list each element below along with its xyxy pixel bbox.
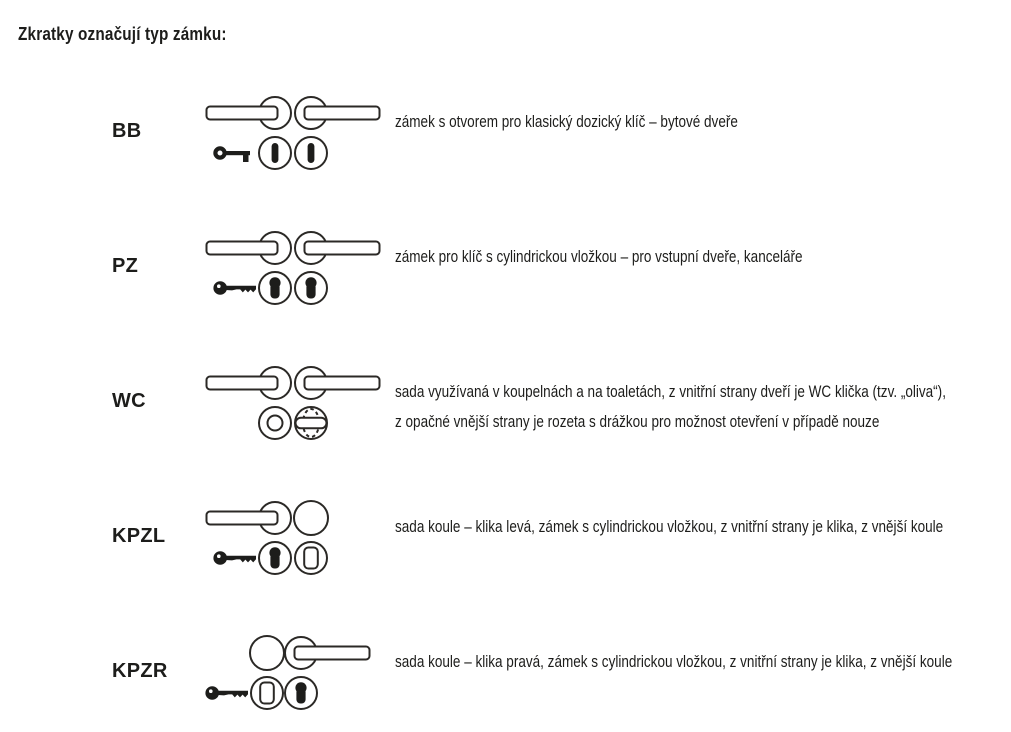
pz-cylinder-rosette-icon xyxy=(259,272,291,304)
lock-hardware-diagram-pz xyxy=(205,230,390,310)
lock-type-row-wc xyxy=(0,365,1011,447)
pz-key-icon xyxy=(213,281,256,295)
page-title: Zkratky označují typ zámku: xyxy=(18,24,227,44)
lock-code: BB xyxy=(112,120,142,142)
lock-hardware-diagram-kpzl xyxy=(205,500,390,580)
lever-handle-right-icon xyxy=(285,637,370,669)
pz-cylinder-rosette-icon xyxy=(295,272,327,304)
description-line: sada koule – klika levá, zámek s cylindrickou vložkou, z vnitřní strany je klika, z vnější koule xyxy=(395,518,944,536)
lock-type-row-kpzr xyxy=(0,635,1011,717)
lever-handle-left-icon xyxy=(207,367,292,399)
description-line: zámek s otvorem pro klasický dozický klíč – bytové dveře xyxy=(395,113,738,131)
lever-handle-right-icon xyxy=(295,232,380,264)
lock-hardware-diagram-kpzr xyxy=(205,635,390,715)
bb-key-icon xyxy=(215,148,250,162)
lock-type-row-pz xyxy=(0,230,1011,312)
lock-type-row-kpzl xyxy=(0,500,1011,582)
lock-type-row-bb xyxy=(0,95,1011,177)
lock-code: WC xyxy=(112,390,146,412)
description-line: sada koule – klika pravá, zámek s cylindrickou vložkou, z vnitřní strany je klika, z vnější koule xyxy=(395,653,953,671)
pz-key-icon xyxy=(213,551,256,565)
lock-hardware-diagram-bb xyxy=(205,95,390,175)
lever-handle-right-icon xyxy=(295,97,380,129)
lock-hardware-diagram-wc xyxy=(205,365,390,445)
knob-icon xyxy=(294,501,328,535)
blind-rosette-icon xyxy=(295,542,327,574)
pz-cylinder-rosette-icon xyxy=(259,542,291,574)
pz-key-icon xyxy=(205,686,248,700)
lock-description xyxy=(395,107,738,137)
description-line: z opačné vnější strany je rozeta s drážkou pro možnost otevření v případě nouze xyxy=(395,413,880,431)
lock-description xyxy=(395,377,946,437)
lever-handle-left-icon xyxy=(207,97,292,129)
lever-handle-left-icon xyxy=(207,232,292,264)
groove-rosette-icon xyxy=(259,407,291,439)
blind-rosette-icon xyxy=(251,677,283,709)
description-line: zámek pro klíč s cylindrickou vložkou – pro vstupní dveře, kanceláře xyxy=(395,248,803,266)
knob-icon xyxy=(250,636,284,670)
lock-code: KPZR xyxy=(112,660,168,682)
lock-code: KPZL xyxy=(112,525,166,547)
lock-code: PZ xyxy=(112,255,139,277)
bb-keyhole-rosette-icon xyxy=(259,137,291,169)
lock-description xyxy=(395,647,952,677)
lock-description xyxy=(395,512,943,542)
description-line: sada využívaná v koupelnách a na toaletách, z vnitřní strany dveří je WC klička (tzv. „oliva“), xyxy=(395,383,946,401)
lever-handle-left-icon xyxy=(207,502,292,534)
lever-handle-right-icon xyxy=(295,367,380,399)
bb-keyhole-rosette-icon xyxy=(295,137,327,169)
wc-turn-rosette-icon xyxy=(295,407,327,439)
lock-description xyxy=(395,242,803,272)
pz-cylinder-rosette-icon xyxy=(285,677,317,709)
